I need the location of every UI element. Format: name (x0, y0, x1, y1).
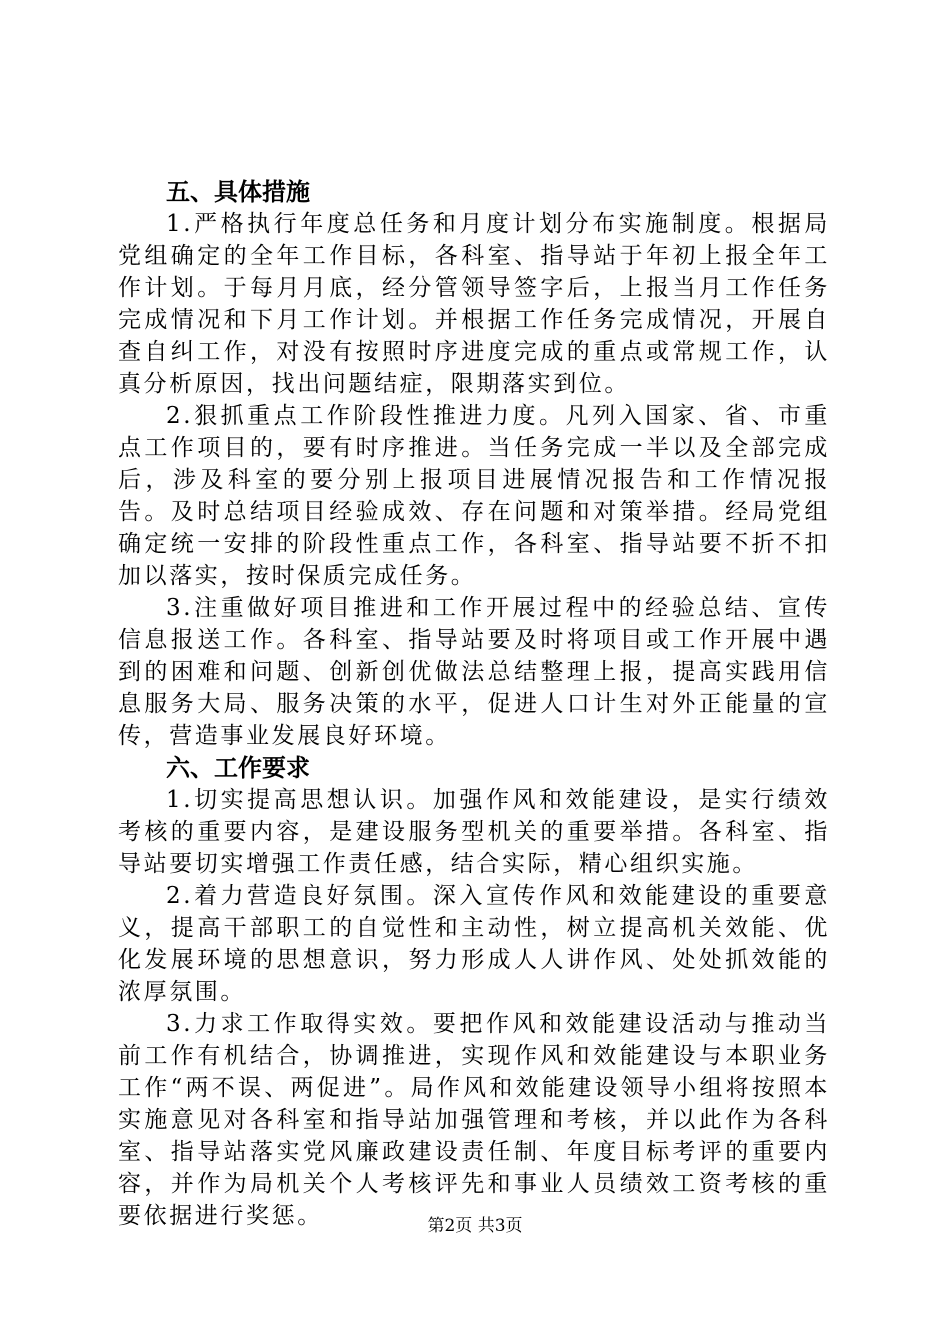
paragraph-requirement-2: 2.着力营造良好氛围。深入宣传作风和效能建设的重要意义，提高干部职工的自觉性和主动性，树立提高机关效能、优化发展环境的思想意识，努力形成人人讲作风、处处抓效能的浓厚氛围。 (118, 883, 830, 1005)
paragraph-measure-2: 2.狠抓重点工作阶段性推进力度。凡列入国家、省、市重点工作项目的，要有时序推进。当任务完成一半以及全部完成后，涉及科室的要分别上报项目进展情况报告和工作情况报告。及时总结项目经验成效、存在问题和对策举措。经局党组确定统一安排的阶段性重点工作，各科室、指导站要不折不扣加以落实，按时保质完成任务。 (118, 403, 830, 589)
paragraph-requirement-1: 1.切实提高思想认识。加强作风和效能建设，是实行绩效考核的重要内容，是建设服务型机关的重要举措。各科室、指导站要切实增强工作责任感，结合实际，精心组织实施。 (118, 787, 830, 877)
page-number-footer: 第2页 共3页 (427, 1216, 523, 1236)
paragraph-measure-3: 3.注重做好项目推进和工作开展过程中的经验总结、宣传信息报送工作。各科室、指导站要及时将项目或工作开展中遇到的困难和问题、创新创优做法总结整理上报，提高实践用信息服务大局、服务决策的水平，促进人口计生对外正能量的宣传，营造事业发展良好环境。 (118, 595, 830, 749)
document-body (118, 176, 830, 1232)
paragraph-requirement-3: 3.力求工作取得实效。要把作风和效能建设活动与推动当前工作有机结合，协调推进，实现作风和效能建设与本职业务工作“两不误、两促进”。局作风和效能建设领导小组将按照本实施意见对各科室和指导站加强管理和考核，并以此作为各科室、指导站落实党风廉政建设责任制、年度目标考评的重要内容，并作为局机关个人考核评先和事业人员绩效工资考核的重要依据进行奖惩。 (118, 1011, 830, 1229)
paragraph-measure-1: 1.严格执行年度总任务和月度计划分布实施制度。根据局党组确定的全年工作目标，各科室、指导站于年初上报全年工作计划。于每月月底，经分管领导签字后，上报当月工作任务完成情况和下月工作计划。并根据工作任务完成情况，开展自查自纠工作，对没有按照时序进度完成的重点或常规工作，认真分析原因，找出问题结症，限期落实到位。 (118, 211, 830, 397)
section-heading-requirements: 六、工作要求 (166, 754, 310, 782)
section-heading-measures: 五、具体措施 (166, 178, 310, 206)
